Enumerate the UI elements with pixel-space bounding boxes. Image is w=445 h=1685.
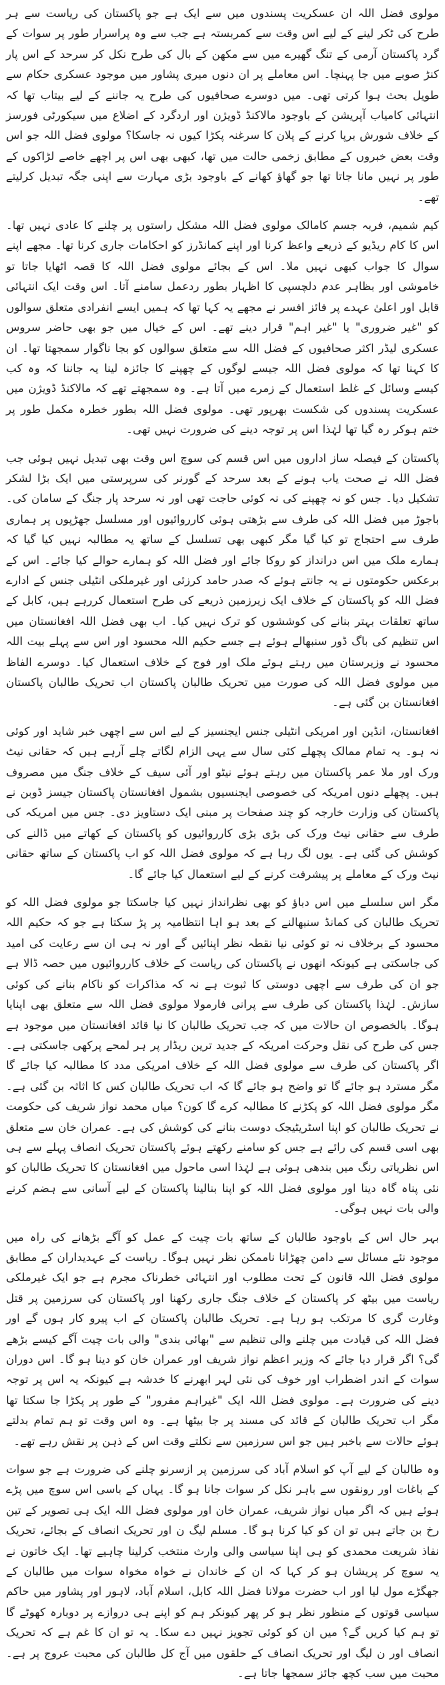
article-body (6, 4, 439, 1685)
paragraph: افغانستان، انڈین اور امریکی انٹیلی جنس ایجنسیز کے لیے اس سے اچھی خبر شاید اور کوئی نہ ہو۔ یہ تمام ممالک پچھلے کئی سال سے یہی الزام لگاتے چلے آرہے ہیں کہ حقانی نیٹ ورک اور ملا عمر پاکستان میں رہتے ہوئے نیٹو اور آئی سیف کے خلاف جنگ میں مصروف ہیں۔ پچھلے دنوں امریکہ کی خصوصی ایجنسیوں بشمول افغانستان پاکستان جیسز ڈوبن نے پاکستان کی وزارت خارجہ کو چند صفحات پر مبنی ایک دستاویز دی۔ جس میں امریکہ کی طرف سے حقانی نیٹ ورک کی بڑی بڑی کارروائیوں کو پاکستان کے کھاتے میں ڈالنے کی کوشش کی گئی ہے۔ یوں لگ رہا ہے کہ مولوی فضل اللہ کو اب پاکستان کے ساتھ حقانی نیٹ ورک کے معاملے پر پیشرفت کرنے کے لیے استعمال کیا جائے گا۔ (6, 724, 439, 881)
paragraph: بہر حال اس کے باوجود طالبان کے ساتھ بات چیت کے عمل کو آگے بڑھانے کی راہ میں موجود نئے مسائل سے دامن چھڑانا ناممکن نظر نہیں ہوگا۔ ریاست کے عہدیداران کے مطابق مولوی فضل اللہ قانون کے تحت مطلوب اور انتہائی خطرناک مجرم ہے جو ایک غیرملکی ریاست میں بیٹھ کر پاکستان کے خلاف جنگ جاری رکھنا اور پاکستان کی سرزمین پر قتل وغارت گری کا مرتکب ہو رہا ہے۔ تحریک طالبان پاکستان کے اب پیرو کار ہوں گے اور فضل اللہ کی قیادت میں چلنے والی تنظیم سے "بھائی بندی" والی بات چیت آگے کیسے بڑھے گی؟ اگر قرار دیا جائے کہ وزیر اعظم نواز شریف اور عمران خان کو دینا ہو گا۔ اس دوران سوات کے اندر اضطراب اور خوف کی نئی لہر ابھرنے کا خدشہ ہے کیونکہ یہ اس پر توجہ دینے کی ضرورت ہے۔ مولوی فضل اللہ ایک "غیراہم مفرور" کے طور پر پکڑا جا سکتا تھا مگر اب تحریک طالبان کے قائد کی مسند پر جا بیٹھا ہے۔ وہ اس وقت تو ہم تمام بدلتے ہوئے حالات سے باخبر ہیں جو اس سرزمین سے نکلتے وقت اس کے ذہن پر نقش رہے تھے۔ (6, 1230, 439, 1448)
paragraph: مولوی فضل اللہ ان عسکریت پسندوں میں سے ایک ہے جو پاکستان کی ریاست سے ہر طرح کی ٹکر لینے کے لیے اس وقت سے کمربستہ ہے جب سے وہ پراسرار طور پر سوات کے گرد پاکستان آرمی کے تنگ گھیرے میں سے مکھن کے بال کی طرح نکل کر سرحد کے اس پار کنڑ صوبے میں جا پہنچا۔ اس معاملے پر ان دنوں میری پشاور میں موجود عسکری حکام سے طویل بحث ہوا کرتی تھی۔ میں دوسرے صحافیوں کی طرح یہ جاننے کے لیے بیتاب تھا کہ انتہائی کامیاب آپریشن کے باوجود مالاکنڈ ڈویژن اور اردگرد کے اضلاع میں سیکورٹی فورسز کے خلاف شورش برپا کرنے کے پلان کا سرغنہ پکڑا کیوں نہ جاسکا؟ مولوی فضل اللہ جو اس وقت بعض خبروں کے مطابق زخمی حالت میں تھا، کبھی بھی اس پر اچھے خاصے لڑاکوں کے طور پر نہیں مانا جاتا تھا جو گھاؤ کھانے کے باوجود بڑی مہارت سے اپنی جگہ تبدیل کرلیتے تھے۔ (6, 7, 439, 204)
paragraph: پاکستان کے فیصلہ ساز اداروں میں اس قسم کی سوچ اس وقت بھی تبدیل نہیں ہوئی جب فضل اللہ نے صحت یاب ہونے کے بعد سرحد کے گورنر کی سرپرستی میں ایک بڑا لشکر تشکیل دیا۔ جس کو نہ چھپنے کی نہ کوئی حاجت تھی اور نہ سرحد پار جنگ کے سامان کی۔ باجوڑ میں فضل اللہ کی طرف سے بڑھتی ہوئی کارروائیوں اور مسلسل جھڑپوں پر ہماری طرف سے احتجاج تو کیا گیا مگر کبھی بھی تسلسل کے ساتھ یہ مطالبہ نہیں کیا گیا کہ ہمارے ملک میں اس درانداز کو روکا جائے اور فضل اللہ کو ہمارے حوالے کیا جائے۔ اس کے برعکس حکومتوں نے یہ جانتے ہوئے کہ صدر حامد کرزئی اور غیرملکی انٹیلی جنس کے ادارے فضل اللہ کو پاکستان کے خلاف ایک زیرزمین ذریعے کی طرح استعمال کررہے ہیں، کابل کے ساتھ تعلقات بہتر بنانے کی کوششوں کو ترک نہیں کیا۔ اب بھی فضل اللہ افغانستان میں اس تنظیم کی باگ ڈور سنبھالے ہوئے ہے جسے حکیم اللہ محسود اور اس سے پہلے بیت اللہ محسود نے وزیرستان میں رہتے ہوئے ملک اور فوج کے خلاف استعمال کیا۔ دوسرے الفاظ میں مولوی فضل اللہ کی صورت میں تحریک طالبان پاکستان اب تحریک طالبان پاکستان افغانستان بن گئی ہے۔ (6, 451, 439, 710)
paragraph: مگر اس سلسلے میں اس دباؤ کو بھی نظرانداز نہیں کیا جاسکتا جو مولوی فضل اللہ کو تحریک طالبان کی کمانڈ سنبھالنے کے بعد ہو اہا انتظامیہ پر پڑ سکتا ہے جو کہ حکیم اللہ محسود کے برخلاف نہ تو کوئی نیا نقطہ نظر اپنائیں گے اور نہ ہی ان سے رعایت کی امید کی جاسکتی ہے کیونکہ انھوں نے پاکستان کی ریاست کے خلاف کارروائیوں میں حصہ ڈالا ہے جو ان کی طرف سے اچھی دوستی کا ثبوت ہے نہ کہ مذاکرات کو ناکام بنانے کی کوئی سازش۔ لہٰذا پاکستان کی طرف سے پرانی فارمولا مولوی فضل اللہ سے متعلق بھی اپنایا ہوگا۔ بالخصوص ان حالات میں کہ جب تحریک طالبان کا نیا قائد افغانستان میں موجود ہے جس کی طرح کی نقل وحرکت امریکہ کے جدید ترین ریڈار پر ہر لمحے پرکھی جاسکتی ہے۔ اگر پاکستان کی طرف سے مولوی فضل اللہ کے خلاف امریکی مدد کا مطالبہ کیا جائے گا مگر مسترد ہو جائے گا تو واضح ہو جائے گا کہ اب تحریک طالبان کس کا اثاثہ بن گئی ہے۔ مگر مولوی فضل اللہ کو پکڑنے کا مطالبہ کرے گا کون؟ میاں محمد نواز شریف کی حکومت نے تحریک طالبان کو اپنا اسٹریٹیجک دوست بنانے کی کوشش کی ہے۔ عمران خان سے متعلق بھی اسی قسم کی رائے ہے جس کو سامنے رکھتے ہوئے پاکستان تحریک انصاف پہلے سے ہی اس نظریاتی رنگ میں بندھی ہوئی ہے لہٰذا اسی ماحول میں افغانستان کا تحریک طالبان کو نئی پناہ گاہ دینا اور مولوی فضل اللہ کو اپنا بنالینا پاکستان کے لیے آسانی سے ہضم کرنے والی بات نہیں ہوگی۔ (6, 896, 439, 1216)
paragraph: وہ طالبان کے لیے آپ کو اسلام آباد کی سرزمین پر ازسرنو چلنے کی ضرورت ہے جو سوات کے باغات اور رونقوں سے باہر نکل کر سوات جانا ہو گا۔ یہاں کے باسی اس سوچ میں پڑے ہوئے ہیں کہ اگر میاں نواز شریف، عمران خان اور مولوی فضل اللہ ایک ہی تصویر کے تین رخ بن جاتے ہیں تو ان کو کیا کرنا ہو گا۔ مسلم لیگ ن اور تحریک انصاف کے بجائے، تحریک نفاذ شریعت محمدی کو ہی اپنا سیاسی والی وارث منتخب کرلینا چاہیے تھا۔ ایک خاتون نے یہ سوچ کر پریشان ہو کر کہا کہ ان کے خاندان نے خواہ مخواہ سوات میں طالبان کے جھگڑے مول لیا اور اب حضرت مولانا فضل اللہ کابل، اسلام آباد، لاہور اور پشاور میں حاکم سیاسی قوتوں کے منظور نظر ہو کر پھر کیونکر ہم کو اپنے ہی دروازے پر دوبارہ کھوٹے گا تو ہم کیا کریں گے؟ میں ان کو کوئی تجویز نہیں دے سکا۔ یہ تو ان کا غم ہے کہ تحریک انصاف اور ن لیگ اور تحریک انصاف کے حلقوں میں آج کل طالبان کی محبت عروج پر ہے۔ محبت میں سب کچھ جائز سمجھا جاتا ہے۔ (6, 1463, 439, 1681)
paragraph: کیم شمیم، فربہ جسم کامالک مولوی فضل اللہ مشکل راستوں پر چلنے کا عادی نہیں تھا۔ اس کا کام ریڈیو کے ذریعے واعظ کرنا اور اپنے کمانڈرز کو احکامات جاری کرنا تھا۔ مجھے اپنے سوال کا جواب کبھی نہیں ملا۔ اس کے بجائے مولوی فضل اللہ کا قصہ اٹھایا جاتا تو خاموشی اور بظاہر عدم دلچسپی کا اظہار بطور ردعمل سامنے آتا۔ اس وقت ایک انتہائی قابل اور اعلیٰ عہدے پر فائز افسر نے مجھے یہ کہا تھا کہ ہمیں ایسے انفرادی متعلق سوالوں کو "غیر ضروری" یا "غیر اہم" قرار دینے تھے۔ اس کے خیال میں جو بھی حاضر سروس عسکری لیڈر اکثر صحافیوں کے فضل اللہ سے متعلق سوالوں کو بجا ناگوار سمجھتا تھا۔ ان کا کہنا تھا کہ مولوی فضل اللہ جیسے لوگوں کے چھپنے کا جائزہ لینا یہ جاننا کہ وہ کب کیسے وسائل کے غلط استعمال کے زمرے میں آتا ہے۔ وہ سمجھتے تھے کہ مالاکنڈ ڈویژن میں عسکریت پسندوں کی شکست بھرپور تھی۔ مولوی فضل اللہ بطور خطرہ مکمل طور پر ختم ہوکر رہ گیا تھا لہٰذا اس پر توجہ دینے کی ضرورت نہیں تھی۔ (6, 219, 439, 437)
